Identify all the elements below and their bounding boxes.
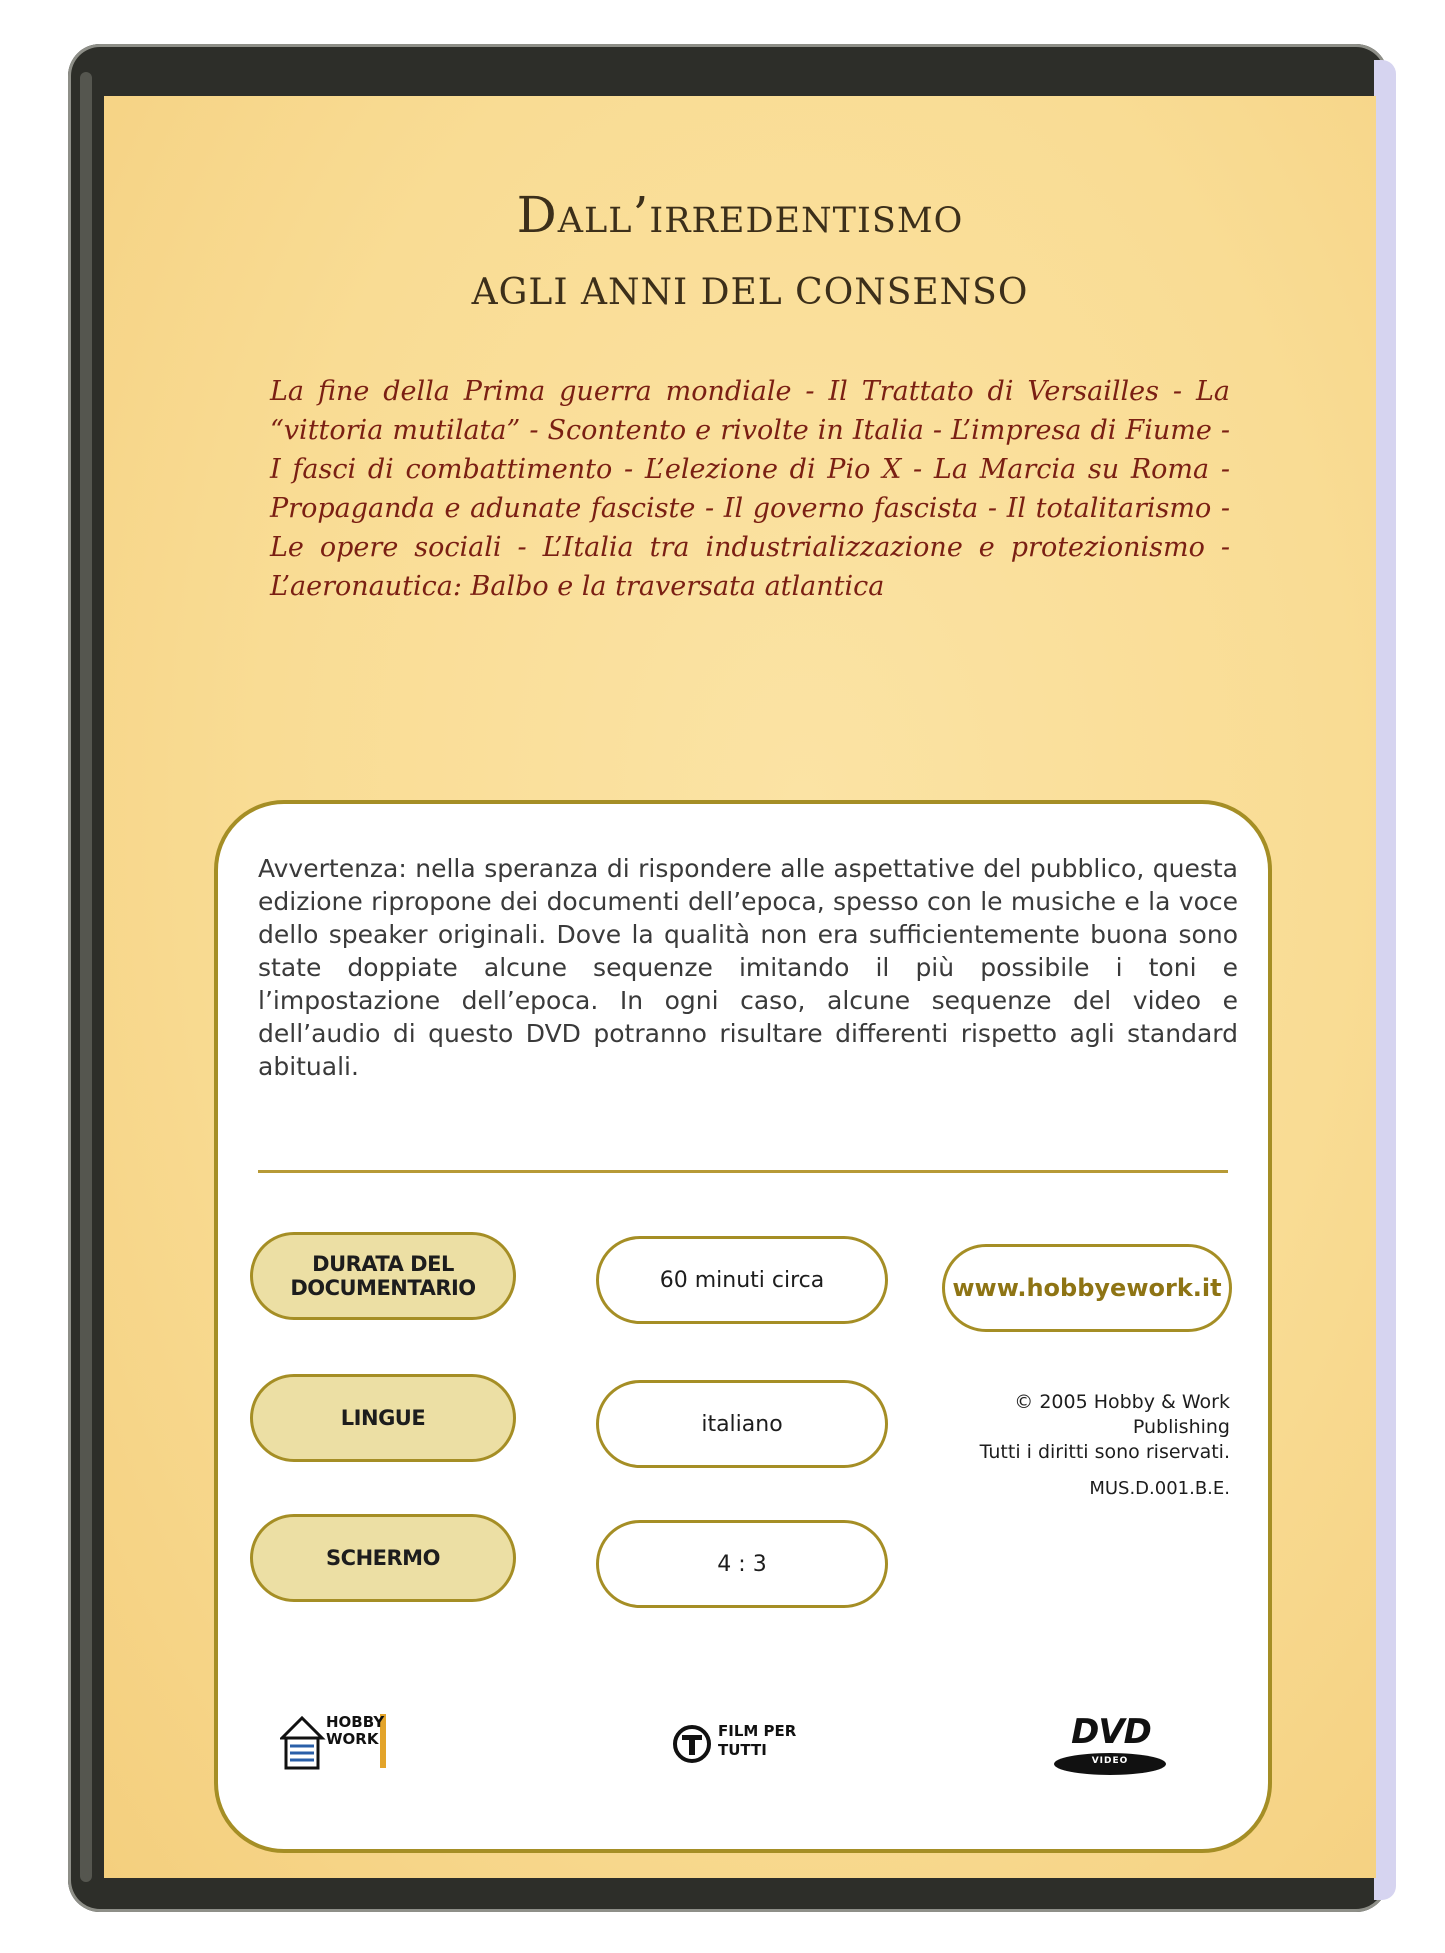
- copyright: [930, 1390, 1230, 1465]
- catalog-code: MUS.D.001.B.E.: [1089, 1478, 1230, 1499]
- duration-label: DURATA DEL DOCUMENTARIO: [250, 1232, 516, 1320]
- cover-subtitle: AGLI ANNI DEL CONSENSO: [471, 272, 1029, 313]
- screen-label: SCHERMO: [250, 1514, 516, 1602]
- case-spine-edge: [80, 72, 92, 1882]
- film-per-tutti-line-2: TUTTI: [718, 1741, 767, 1759]
- case-side-tab: [1374, 60, 1396, 1900]
- dvd-logo-text: DVD: [1071, 1712, 1151, 1752]
- screen-value: 4 : 3: [596, 1520, 888, 1608]
- film-per-tutti-line-1: FILM PER: [718, 1722, 797, 1740]
- hobby-work-line-2: WORK: [326, 1730, 379, 1748]
- copyright-line-2: Tutti i diritti sono riservati.: [979, 1441, 1230, 1463]
- topics-list: La fine della Prima guerra mondiale - Il Trattato di Versailles - La “vittoria mutilata” - Scontento e rivolte in Italia - L’impresa di Fiume - I fasci di combattimento - L’elezione di Pio X - La Marcia su Roma - Propaganda e adunate fasciste - Il governo fascista - Il totalitarismo - Le opere sociali - L’Italia tra industrializzazione e protezionismo - L’aeronautica: Balbo e la traversata atlantica: [270, 376, 1230, 602]
- duration-value: 60 minuti circa: [596, 1236, 888, 1324]
- languages-value: italiano: [596, 1380, 888, 1468]
- cover-title: Dall’irredentismo: [516, 186, 964, 244]
- film-per-tutti-logo-icon: [672, 1724, 712, 1764]
- warning-text: Avvertenza: nella speranza di rispondere alle aspettative del pubblico, questa edizione ripropone dei documenti dell’epoca, spesso con le musiche e la voce dello speaker originali. Dove la qualità non era sufficientemente buona sono state doppiate alcune sequenze imitando il più possibile i toni e l’impostazione dell’epoca. In ogni caso, alcune sequenze del video e dell’audio di questo DVD potranno risultare differenti rispetto agli standard abituali.: [258, 854, 1238, 1081]
- copyright-line-1: © 2005 Hobby & Work Publishing: [1014, 1391, 1230, 1438]
- hobby-work-line-1: HOBBY: [326, 1713, 385, 1731]
- dvd-logo-subtext: VIDEO: [1091, 1756, 1129, 1766]
- film-per-tutti-logo-text: [718, 1722, 796, 1760]
- website-link[interactable]: www.hobbyework.it: [942, 1244, 1232, 1332]
- hobby-work-logo-text: [326, 1714, 384, 1748]
- languages-label: LINGUE: [250, 1374, 516, 1462]
- panel-divider: [258, 1170, 1228, 1173]
